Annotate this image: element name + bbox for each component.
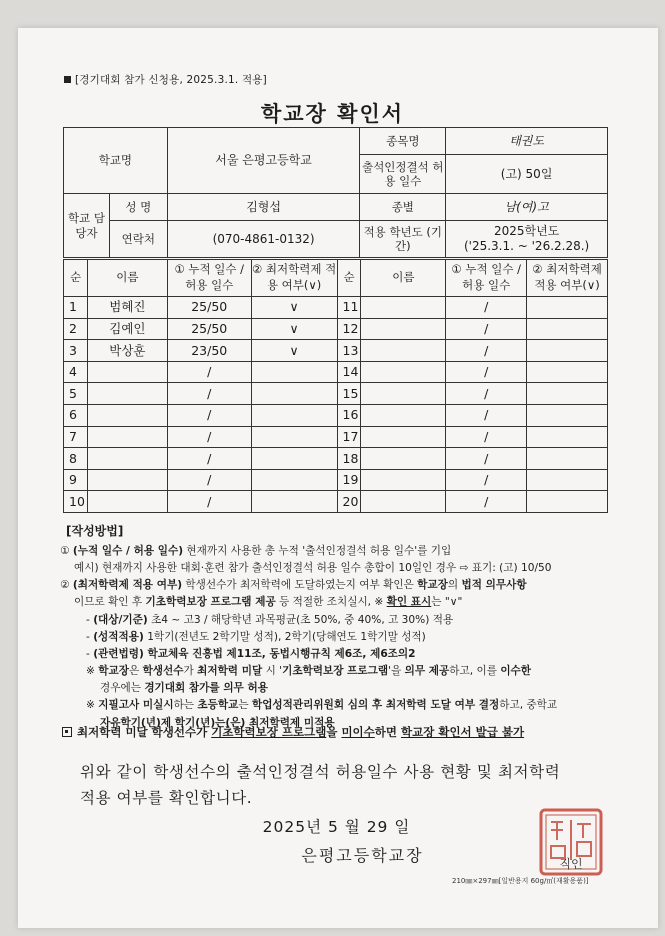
table-row (64, 318, 608, 340)
name-label: 성 명 (109, 194, 167, 221)
header-cumulative: ① 누적 일수 / 허용 일수 (167, 260, 251, 297)
school-label: 학교명 (64, 128, 168, 194)
row-number: 16 (337, 404, 361, 426)
header-min-academic: ② 최저학력제 적용 여부(∨) (251, 260, 337, 297)
year-label: 적용 학년도 (기간) (360, 221, 446, 258)
table-row (64, 383, 608, 405)
row-number: 14 (337, 361, 361, 383)
athlete-name (87, 469, 167, 491)
cumulative-days: / (446, 361, 527, 383)
sport-value: 태권도 (446, 128, 608, 155)
cumulative-days: / (446, 383, 527, 405)
cumulative-days: / (446, 297, 527, 319)
method-line: 경우에는 경기대회 참가를 의무 허용 (100, 682, 268, 695)
official-seal-icon (537, 806, 605, 878)
row-number: 8 (64, 448, 88, 470)
table-row (64, 426, 608, 448)
cumulative-days: / (167, 491, 251, 513)
cumulative-days: / (167, 404, 251, 426)
athlete-name (87, 426, 167, 448)
manager-name: 김형섭 (167, 194, 360, 221)
athlete-name: 범혜진 (87, 297, 167, 319)
year-value: 2025학년도 (493, 224, 560, 238)
athlete-name (87, 491, 167, 513)
athlete-name (361, 361, 446, 383)
row-number: 3 (64, 340, 88, 362)
confirmation-statement: 위와 같이 학생선수의 출석인정결석 허용일수 사용 현황 및 최저학력 적용 여부를 확인합니다. (80, 763, 561, 807)
row-number: 13 (337, 340, 361, 362)
table-row (64, 469, 608, 491)
athlete-name (361, 404, 446, 426)
cumulative-days: / (446, 404, 527, 426)
row-number: 19 (337, 469, 361, 491)
min-academic-mark (527, 404, 608, 426)
min-academic-mark (527, 361, 608, 383)
method-line: - (대상/기준) 초4 ~ 고3 / 해당학년 과목평균(초 50%, 중 40%, 고 30%) 적용 (86, 613, 454, 626)
year-cell (446, 221, 608, 258)
attendance-value: (고) 50일 (446, 155, 608, 194)
row-number: 6 (64, 404, 88, 426)
row-number: 12 (337, 318, 361, 340)
row-number: 4 (64, 361, 88, 383)
table-row (64, 340, 608, 362)
min-academic-mark (527, 318, 608, 340)
contact-label: 연락처 (109, 221, 167, 258)
min-academic-mark (527, 448, 608, 470)
min-academic-mark (251, 404, 337, 426)
checkbox-square-icon (62, 727, 72, 737)
row-number: 1 (64, 297, 88, 319)
athlete-name (87, 404, 167, 426)
cumulative-days: / (446, 469, 527, 491)
min-academic-mark (527, 297, 608, 319)
header-no: 순 (64, 260, 88, 297)
header-name: 이름 (87, 260, 167, 297)
table-row (64, 361, 608, 383)
method-line: ② (최저학력제 적용 여부) 학생선수가 최저학력에 도달하였는지 여부 확인은 학교장의 법적 의무사항 (60, 579, 527, 592)
cumulative-days: / (446, 426, 527, 448)
row-number: 15 (337, 383, 361, 405)
athlete-name (361, 383, 446, 405)
row-number: 17 (337, 426, 361, 448)
method-line: - (관련법령) 학교체육 진흥법 제11조, 동법시행규칙 제6조, 제6조의2 (86, 647, 416, 660)
header-name: 이름 (361, 260, 446, 297)
paper-spec: 210㎜×297㎜[일반용지 60g/㎡(재활용품)] (452, 877, 589, 885)
cumulative-days: / (446, 491, 527, 513)
division-value: 남(여)고 (446, 194, 608, 221)
principal-signature: 은평고등학교장 (301, 846, 424, 865)
method-section-title: [작성방법] (66, 524, 124, 538)
header-min-academic: ② 최저학력제 적용 여부(∨) (527, 260, 608, 297)
square-bullet-icon (64, 76, 71, 83)
method-line: - (성적적용) 1학기(전년도 2학기말 성적), 2학기(당해연도 1학기말 성적) (86, 630, 426, 643)
year-period: ('25.3.1. ~ '26.2.28.) (463, 239, 590, 253)
min-academic-mark (251, 469, 337, 491)
min-academic-mark (527, 426, 608, 448)
min-academic-mark: ∨ (251, 297, 337, 319)
athlete-name: 박상훈 (87, 340, 167, 362)
athlete-name (361, 340, 446, 362)
method-line: ※ 지필고사 미실시하는 초등학교는 학업성적관리위원회 심의 후 최저학력 도달 여부 결정하고, 중학교 (86, 699, 558, 712)
athlete-name (361, 297, 446, 319)
manager-label: 학교 담당자 (64, 194, 110, 258)
athlete-name (87, 448, 167, 470)
row-number: 20 (337, 491, 361, 513)
cumulative-days: / (446, 318, 527, 340)
header-cumulative: ① 누적 일수 / 허용 일수 (446, 260, 527, 297)
row-number: 2 (64, 318, 88, 340)
warning-notice: 최저학력 미달 학생선수가 기초학력보장 프로그램을 미이수하면 학교장 확인서 발급 불가 (62, 724, 524, 740)
cumulative-days: / (167, 361, 251, 383)
issue-date: 2025년 5 월 29 일 (262, 818, 411, 836)
table-row (64, 448, 608, 470)
athlete-roster-table (63, 259, 608, 513)
min-academic-mark (527, 469, 608, 491)
athlete-name (361, 318, 446, 340)
cumulative-days: / (167, 448, 251, 470)
seal-text: 직인 (559, 857, 583, 871)
athlete-name (87, 361, 167, 383)
method-line: 이므로 확인 후 기초학력보장 프로그램 제공 등 적절한 조치실시, ※ 확인 표시는 "∨" (74, 596, 463, 609)
athlete-name (361, 426, 446, 448)
header-no: 순 (337, 260, 361, 297)
row-number: 9 (64, 469, 88, 491)
athlete-name (361, 491, 446, 513)
min-academic-mark (251, 383, 337, 405)
min-academic-mark: ∨ (251, 340, 337, 362)
cumulative-days: / (167, 426, 251, 448)
cumulative-days: 23/50 (167, 340, 251, 362)
sport-label: 종목명 (360, 128, 446, 155)
min-academic-mark (251, 448, 337, 470)
min-academic-mark (527, 383, 608, 405)
cumulative-days: / (446, 448, 527, 470)
min-academic-mark: ∨ (251, 318, 337, 340)
method-line: ① (누적 일수 / 허용 일수) 현재까지 사용한 총 누적 '출석인정결석 허용 일수'를 기입 (60, 545, 452, 557)
table-row (64, 404, 608, 426)
form-header: [경기대회 참가 신청용, 2025.3.1. 적용] (64, 72, 267, 87)
cumulative-days: / (167, 383, 251, 405)
row-number: 7 (64, 426, 88, 448)
method-line: 예시) 현재까지 사용한 대회·훈련 참가 출석인정결석 허용 일수 총합이 10일인 경우 ⇨ 표기: (고) 10/50 (74, 562, 552, 575)
athlete-name: 김예인 (87, 318, 167, 340)
cumulative-days: / (446, 340, 527, 362)
method-line: 자유학기(년)제 학기(년)는(은) 최저학력제 미적용 (100, 716, 335, 729)
row-number: 18 (337, 448, 361, 470)
min-academic-mark (251, 361, 337, 383)
row-number: 10 (64, 491, 88, 513)
method-line: ※ 학교장은 학생선수가 최저학력 미달 시 '기초학력보장 프로그램'을 의무 제공하고, 이를 이수한 (86, 665, 532, 678)
cumulative-days: 25/50 (167, 318, 251, 340)
school-name: 서울 은평고등학교 (167, 128, 360, 194)
roster-header-row (64, 260, 608, 297)
method-instructions (60, 543, 620, 732)
row-number: 5 (64, 383, 88, 405)
table-row (64, 297, 608, 319)
min-academic-mark (527, 491, 608, 513)
cumulative-days: / (167, 469, 251, 491)
min-academic-mark (251, 426, 337, 448)
division-label: 종별 (360, 194, 446, 221)
cumulative-days: 25/50 (167, 297, 251, 319)
school-info-table (63, 127, 608, 258)
page-title: 학교장 확인서 (260, 102, 405, 126)
athlete-name (87, 383, 167, 405)
table-row (64, 491, 608, 513)
min-academic-mark (251, 491, 337, 513)
min-academic-mark (527, 340, 608, 362)
athlete-name (361, 448, 446, 470)
row-number: 11 (337, 297, 361, 319)
athlete-name (361, 469, 446, 491)
contact-value: (070-4861-0132) (167, 221, 360, 258)
attendance-label: 출석인정결석 허용 일수 (360, 155, 446, 194)
